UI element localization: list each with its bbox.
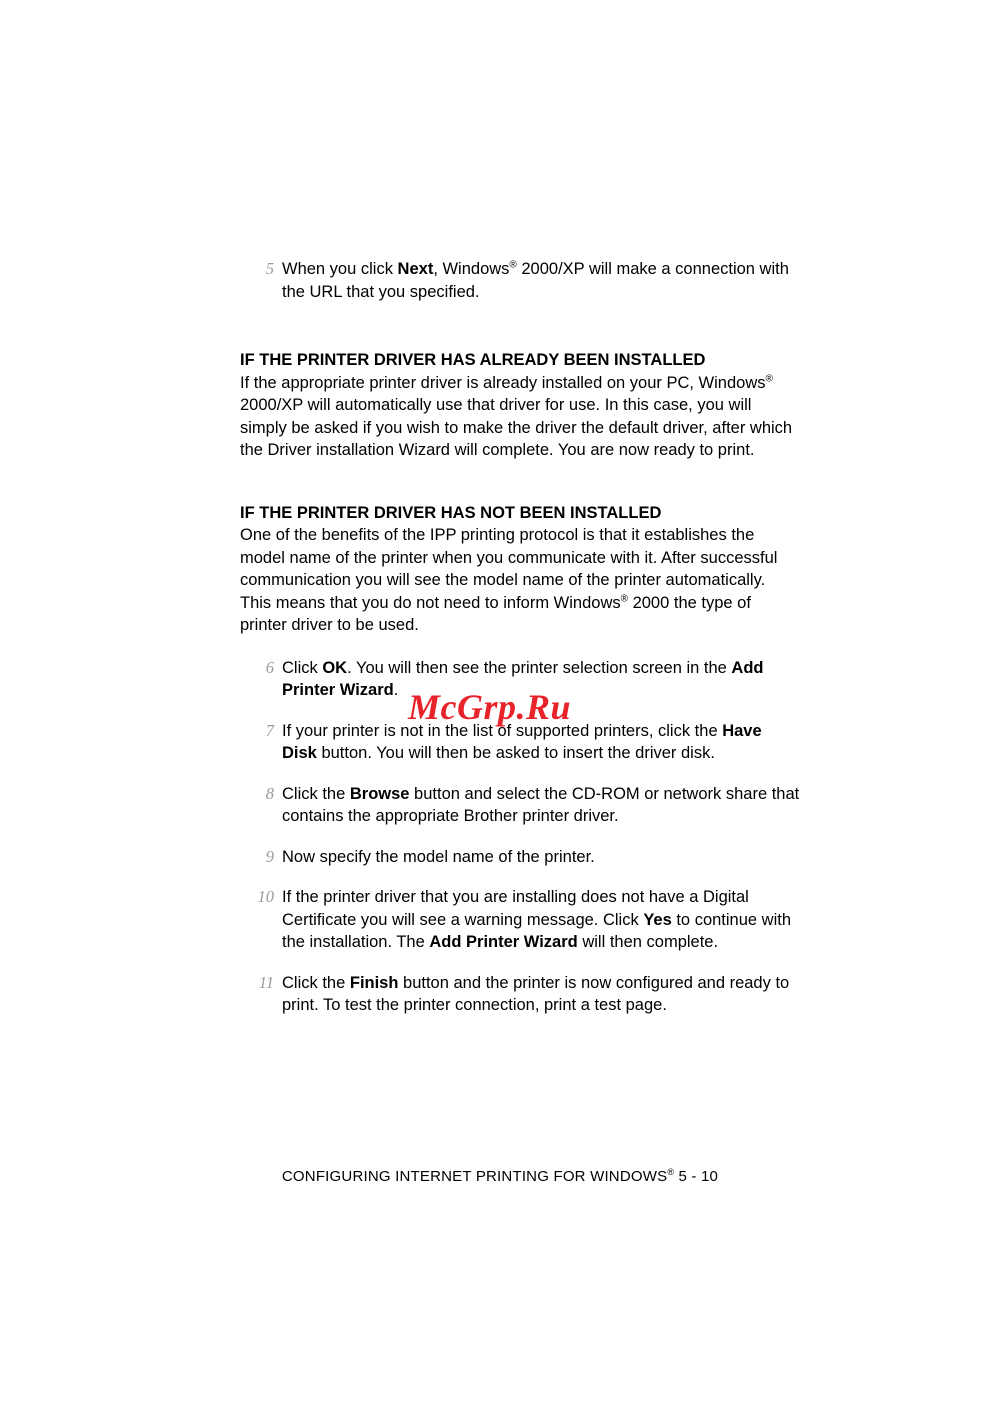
emphasis-text: Add Printer Wizard	[429, 933, 578, 951]
body-text: If the printer driver that you are installing does not have a Digital Certificate you will see a warning message. Click	[282, 888, 749, 929]
body-text: Click	[282, 658, 323, 677]
step-text	[282, 258, 800, 303]
spacer	[240, 309, 800, 329]
body-text: Now specify the model name of the printer.	[282, 847, 595, 866]
numbered-step	[240, 972, 800, 1017]
emphasis-text: Browse	[349, 784, 410, 803]
step-text	[282, 657, 800, 702]
body-text: will then complete.	[577, 933, 719, 951]
numbered-step	[240, 720, 800, 765]
registered-mark: ®	[765, 373, 773, 384]
body-text: .	[393, 681, 399, 699]
step-number: 10	[257, 887, 274, 906]
body-text: to continue with the installation. The	[282, 910, 792, 951]
emphasis-text: Add Printer Wizard	[282, 658, 764, 699]
numbered-step	[240, 886, 800, 954]
step-number: 5	[265, 259, 274, 278]
step-number: 6	[265, 657, 274, 677]
step-text	[282, 783, 800, 828]
step-text	[282, 846, 800, 869]
step-number: 7	[265, 720, 274, 740]
emphasis-text: OK	[322, 658, 348, 677]
section-body-driver-not-installed	[240, 524, 800, 637]
footer-page-number: 5 - 10	[674, 1168, 719, 1185]
body-text: One of the benefits of the IPP printing protocol is that it establishes the model name of the printer when you communicate with it. After successful communication you will see the model name of the printer automatically. This means that you do not need to inform Windows	[240, 526, 778, 612]
emphasis-text: Next	[397, 260, 434, 278]
section-heading-driver-installed: IF THE PRINTER DRIVER HAS ALREADY BEEN INSTALLED	[240, 351, 706, 369]
body-text: 2000 the type of printer driver to be used.	[240, 593, 751, 634]
section-heading-driver-not-installed: IF THE PRINTER DRIVER HAS NOT BEEN INSTALLED	[240, 503, 662, 522]
body-text: If the appropriate printer driver is already installed on your PC, Windows	[240, 373, 766, 392]
section-body-driver-installed	[240, 372, 800, 462]
numbered-step	[240, 657, 800, 702]
numbered-step	[240, 258, 800, 303]
numbered-step	[240, 846, 800, 869]
watermark: McGrp.Ru	[408, 687, 572, 727]
step-text	[282, 972, 800, 1017]
step-number: 8	[265, 783, 274, 803]
body-text: button and select the CD-ROM or network share that contains the appropriate Brother printer driver.	[282, 784, 800, 825]
emphasis-text: Yes	[643, 910, 672, 929]
step-number: 9	[265, 846, 274, 866]
steps-bottom-list	[240, 657, 800, 1017]
numbered-step	[240, 783, 800, 828]
body-text: button and the printer is now configured and ready to print. To test the printer connection, print a test page.	[282, 973, 790, 1014]
body-text: button. You will then be asked to insert the driver disk.	[316, 744, 715, 762]
page-content	[240, 258, 800, 1035]
body-text: 2000/XP will automatically use that driver for use. In this case, you will simply be asked if you wish to make the driver the default driver, after which the Driver installation Wizard will complete. You are now ready to print.	[240, 396, 793, 459]
footer-registered-mark: ®	[667, 1167, 675, 1177]
steps-top-list	[240, 258, 800, 303]
emphasis-text: Have Disk	[282, 721, 762, 762]
spacer	[240, 462, 800, 482]
step-text	[282, 720, 800, 765]
emphasis-text: Finish	[349, 973, 399, 992]
registered-mark: ®	[620, 593, 628, 604]
body-text: When you click	[282, 260, 398, 278]
step-number: 11	[258, 972, 274, 992]
spacer	[240, 637, 800, 657]
body-text: Click the	[282, 784, 350, 803]
step-text	[282, 886, 800, 954]
body-text: 2000/XP will make a connection with the URL that you specified.	[282, 260, 789, 301]
page-footer	[0, 1168, 1000, 1185]
body-text: Click the	[282, 973, 350, 992]
registered-mark: ®	[509, 259, 517, 271]
body-text: , Windows	[433, 260, 510, 278]
body-text: . You will then see the printer selection screen in the	[347, 658, 732, 677]
footer-text-before: CONFIGURING INTERNET PRINTING FOR WINDOWS	[281, 1168, 668, 1185]
body-text: If your printer is not in the list of supported printers, click the	[282, 721, 723, 740]
